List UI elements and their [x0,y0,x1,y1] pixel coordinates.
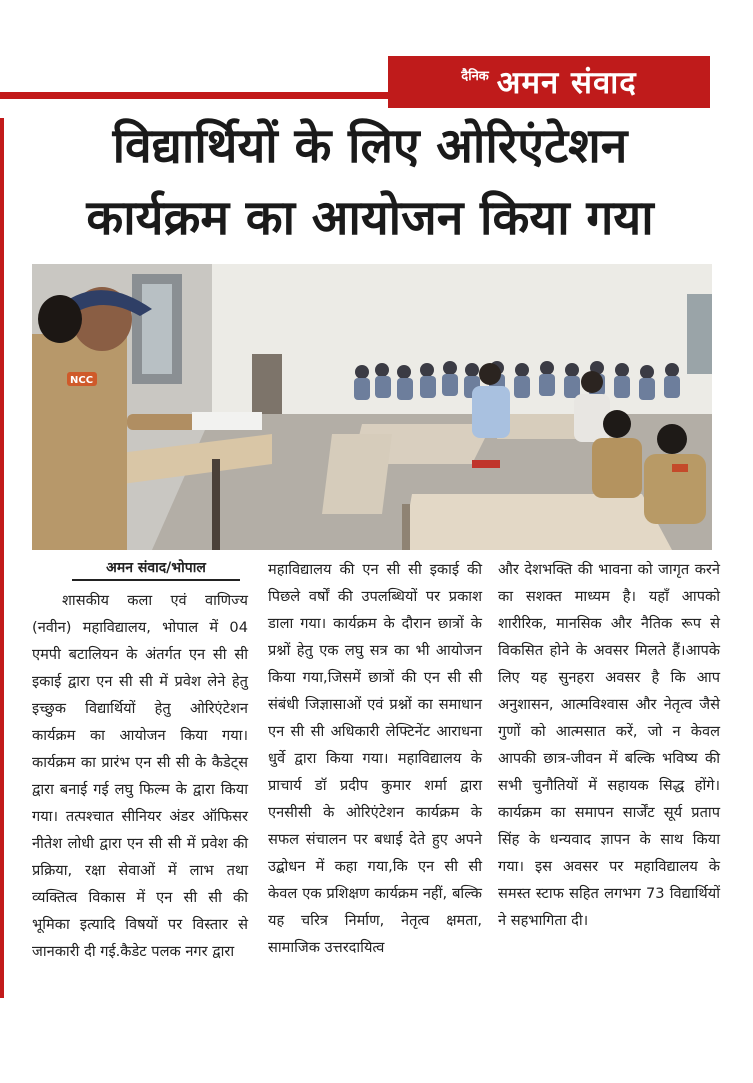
news-photo [32,264,712,550]
article-column-2-text: महाविद्यालय की एन सी सी इकाई की पिछले वर्षों की उपलब्धियों पर प्रकाश डाला गया। कार्यक्रम के दौरान छात्रों के प्रश्नों हेतु एक लघु सत्र का भी आयोजन किया गया,जिसमें छात्रों की एन सी सी संबंधी जिज्ञासाओं एवं प्रश्नों का समाधान एन सी सी अधिकारी लेफ्टिनेंट आराधना धुर्वे द्वारा किया गया। महाविद्यालय के प्राचार्य डॉ प्रदीप कुमार शर्मा द्वारा एनसीसी के ओरिएंटेशन कार्यक्रम के सफल संचालन पर बधाई देते हुए अपने उद्बोधन में कहा गया,कि एन सी सी केवल एक प्रशिक्षण कार्यक्रम नहीं, बल्कि यह चरित्र निर्माण, नेतृत्व क्षमता, सामाजिक उत्तरदायित्व [268,561,482,956]
ncc-badge: NCC [70,375,94,386]
classroom-photo-illustration [32,264,712,550]
article-column-1 [32,556,248,965]
masthead-rule [0,92,390,99]
article-body [32,556,722,1076]
masthead-small: दैनिक [461,69,489,84]
headline [20,110,720,254]
masthead [388,56,710,108]
left-accent-bar [0,118,4,998]
article-column-1-text: शासकीय कला एवं वाणिज्य (नवीन) महाविद्यालय, भोपाल में 04 एमपी बटालियन के अंतर्गत एन सी सी इकाई द्वारा एन सी सी में प्रवेश लेने हेतु इच्छुक विद्यार्थियों हेतु ओरिएंटेशन कार्यक्रम का आयोजन किया गया। कार्यक्रम का प्रारंभ एन सी सी के कैडेट्स द्वारा बनाई गई लघु फिल्म के द्वारा किया गया। तत्पश्चात सीनियर अंडर ऑफिसर नीतेश लोधी द्वारा एन सी सी में प्रवेश की प्रक्रिया, रक्षा सेवाओं में लाभ तथा व्यक्तित्व विकास में एन सी सी की भूमिका इत्यादि विषयों पर विस्तार से जानकारी दी गई.कैडेट पलक नगर द्वारा [32,592,248,960]
article-column-3-text: और देशभक्ति की भावना को जागृत करने का सशक्त माध्यम है। यहाँ आपको शारीरिक, मानसिक और नैतिक रूप से विकसित होने के अवसर मिलते हैं।आपके लिए यह सुनहरा अवसर है कि आप अनुशासन, आत्मविश्वास और नेतृत्व जैसे गुणों को आत्मसात करें, जो न केवल आपकी छात्र-जीवन में बल्कि भविष्य की सभी चुनौतियों में सहायक सिद्ध होंगे। कार्यक्रम का समापन सार्जेंट सूर्य प्रताप सिंह के धन्यवाद ज्ञापन के साथ किया गया। इस अवसर पर महाविद्यालय के समस्त स्टाफ सहित लगभग 73 विद्यार्थियों ने सहभागिता दी। [498,561,720,929]
masthead-title: अमन संवाद [496,65,637,101]
headline-line-1: विद्यार्थियों के लिए ओरिएंटेशन [112,118,628,174]
article-column-3 [498,556,720,934]
byline: अमन संवाद/भोपाल [72,558,240,581]
article-column-2 [268,556,482,961]
headline-line-2: कार्यक्रम का आयोजन किया गया [86,190,654,246]
